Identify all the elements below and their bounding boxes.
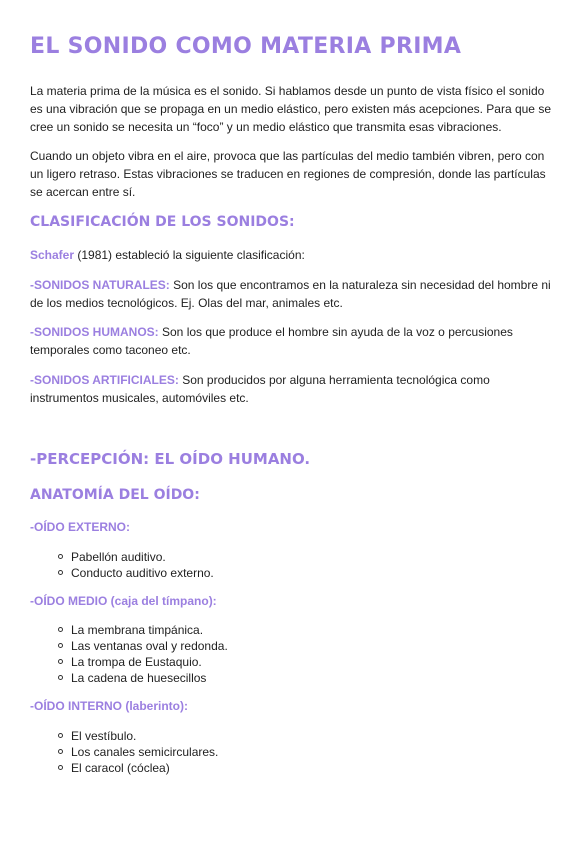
sonidos-naturales-paragraph [30, 276, 555, 312]
sonidos-artificiales-text: Son producidos por alguna herramienta tecnológica como instrumentos musicales, automóviles etc. [30, 373, 490, 405]
intro-paragraph-2: Cuando un objeto vibra en el aire, provoca que las partículas del medio también vibren, pero con un ligero retraso. Estas vibraciones se traducen en regiones de compresión, donde las partículas se acercan entre sí. [30, 149, 546, 199]
oido-externo-list [58, 549, 214, 581]
circle-bullet-icon [58, 749, 63, 754]
oido-interno-list [58, 728, 218, 776]
sonidos-artificiales-paragraph [30, 371, 555, 407]
circle-bullet-icon [58, 627, 63, 632]
list-item: La trompa de Eustaquio. [58, 654, 228, 670]
oido-interno-label: -OÍDO INTERNO (laberinto): [30, 699, 188, 713]
circle-bullet-icon [58, 733, 63, 738]
circle-bullet-icon [58, 554, 63, 559]
circle-bullet-icon [58, 659, 63, 664]
sonidos-naturales-label: -SONIDOS NATURALES: [30, 278, 170, 292]
schafer-text: (1981) estableció la siguiente clasificación: [74, 248, 305, 262]
list-item: Las ventanas oval y redonda. [58, 638, 228, 654]
circle-bullet-icon [58, 570, 63, 575]
list-item: La cadena de huesecillos [58, 670, 228, 686]
sonidos-naturales-text: Son los que encontramos en la naturaleza sin necesidad del hombre ni de los medios tecnológicos. Ej. Olas del mar, animales etc. [30, 278, 551, 310]
page-title: EL SONIDO COMO MATERIA PRIMA [30, 34, 462, 59]
list-item: La membrana timpánica. [58, 622, 228, 638]
list-item: Los canales semicirculares. [58, 744, 218, 760]
list-item: Pabellón auditivo. [58, 549, 214, 565]
schafer-name: Schafer [30, 248, 75, 262]
intro-paragraph-1: La materia prima de la música es el sonido. Si hablamos desde un punto de vista físico el sonido es una vibración que se propaga en un medio elástico, pero existen más acepciones. Para que se cree un sonido se necesita un “foco” y un medio elástico que transmita esas vibraciones. [30, 84, 551, 134]
oido-externo-label: -OÍDO EXTERNO: [30, 520, 131, 534]
schafer-paragraph [30, 246, 555, 264]
clasificacion-heading: CLASIFICACIÓN DE LOS SONIDOS: [30, 214, 295, 230]
oido-medio-list [58, 622, 228, 686]
anatomia-heading: ANATOMÍA DEL OÍDO: [30, 487, 200, 503]
sonidos-humanos-paragraph [30, 323, 555, 359]
sonidos-humanos-text: Son los que produce el hombre sin ayuda de la voz o percusiones temporales como taconeo etc. [30, 325, 513, 357]
circle-bullet-icon [58, 675, 63, 680]
circle-bullet-icon [58, 643, 63, 648]
list-item: El caracol (cóclea) [58, 760, 218, 776]
list-item: El vestíbulo. [58, 728, 218, 744]
sonidos-humanos-label: -SONIDOS HUMANOS: [30, 325, 159, 339]
oido-medio-label: -OÍDO MEDIO (caja del tímpano): [30, 594, 217, 608]
sonidos-artificiales-label: -SONIDOS ARTIFICIALES: [30, 373, 179, 387]
circle-bullet-icon [58, 765, 63, 770]
list-item: Conducto auditivo externo. [58, 565, 214, 581]
percepcion-heading: -PERCEPCIÓN: EL OÍDO HUMANO. [30, 450, 311, 468]
